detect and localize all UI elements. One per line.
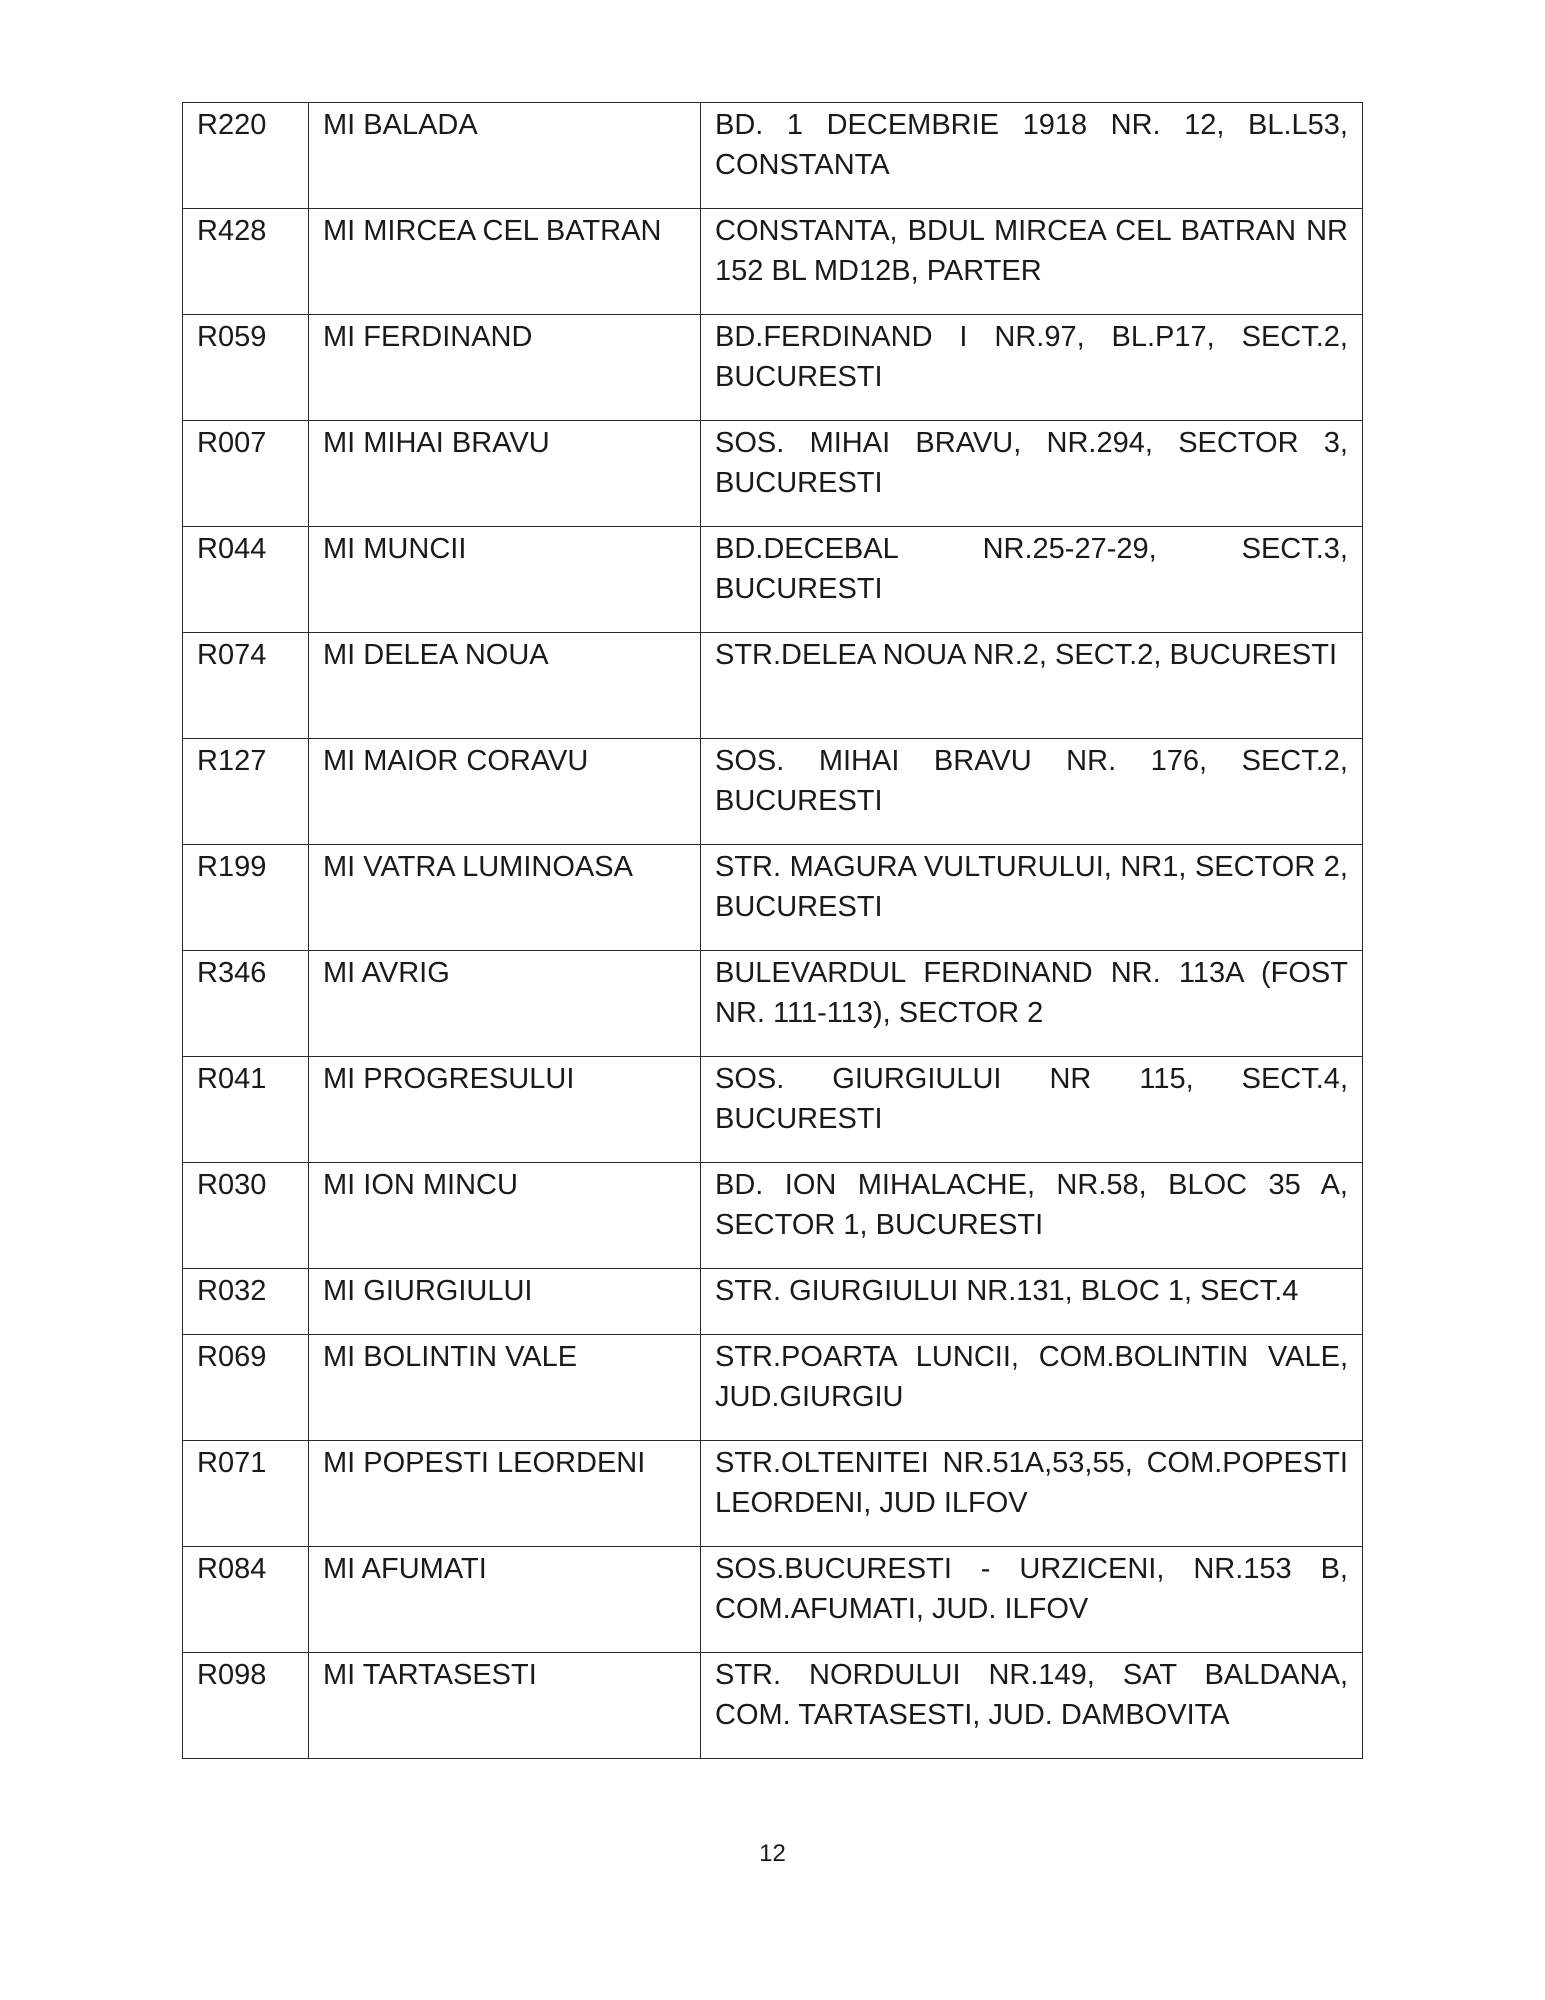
store-name-cell: MI POPESTI LEORDENI: [309, 1441, 701, 1547]
store-name-cell: MI TARTASESTI: [309, 1653, 701, 1759]
store-name-cell: MI VATRA LUMINOASA: [309, 845, 701, 951]
table-row: [183, 1335, 1363, 1441]
table-row: [183, 1057, 1363, 1163]
table-row: [183, 1269, 1363, 1335]
store-address-cell: STR. MAGURA VULTURULUI, NR1, SECTOR 2, BUCURESTI: [701, 845, 1363, 951]
store-name-cell: MI BOLINTIN VALE: [309, 1335, 701, 1441]
store-address-cell: BD. 1 DECEMBRIE 1918 NR. 12, BL.L53, CONSTANTA: [701, 103, 1363, 209]
store-address-cell: BD.DECEBAL NR.25-27-29, SECT.3, BUCURESTI: [701, 527, 1363, 633]
store-code-cell: R220: [183, 103, 309, 209]
table-row: [183, 1163, 1363, 1269]
store-code-cell: R071: [183, 1441, 309, 1547]
store-address-cell: CONSTANTA, BDUL MIRCEA CEL BATRAN NR 152 BL MD12B, PARTER: [701, 209, 1363, 315]
store-address-cell: STR. GIURGIULUI NR.131, BLOC 1, SECT.4: [701, 1269, 1363, 1335]
store-name-cell: MI GIURGIULUI: [309, 1269, 701, 1335]
table-row: [183, 103, 1363, 209]
table-row: [183, 1653, 1363, 1759]
store-name-cell: MI MUNCII: [309, 527, 701, 633]
store-name-cell: MI DELEA NOUA: [309, 633, 701, 739]
table-row: [183, 209, 1363, 315]
store-address-cell: STR. NORDULUI NR.149, SAT BALDANA, COM. TARTASESTI, JUD. DAMBOVITA: [701, 1653, 1363, 1759]
store-address-cell: SOS. MIHAI BRAVU, NR.294, SECTOR 3, BUCURESTI: [701, 421, 1363, 527]
store-code-cell: R007: [183, 421, 309, 527]
table-body: [183, 103, 1363, 1759]
store-address-table: [182, 102, 1363, 1759]
store-code-cell: R346: [183, 951, 309, 1057]
table-row: [183, 845, 1363, 951]
store-address-cell: SOS.BUCURESTI - URZICENI, NR.153 B, COM.AFUMATI, JUD. ILFOV: [701, 1547, 1363, 1653]
store-name-cell: MI PROGRESULUI: [309, 1057, 701, 1163]
store-code-cell: R127: [183, 739, 309, 845]
store-address-cell: SOS. GIURGIULUI NR 115, SECT.4, BUCURESTI: [701, 1057, 1363, 1163]
store-address-cell: BD.FERDINAND I NR.97, BL.P17, SECT.2, BUCURESTI: [701, 315, 1363, 421]
table-row: [183, 951, 1363, 1057]
store-code-cell: R059: [183, 315, 309, 421]
store-code-cell: R041: [183, 1057, 309, 1163]
store-code-cell: R069: [183, 1335, 309, 1441]
store-code-cell: R074: [183, 633, 309, 739]
store-code-cell: R199: [183, 845, 309, 951]
store-code-cell: R098: [183, 1653, 309, 1759]
table-row: [183, 1441, 1363, 1547]
store-name-cell: MI MIRCEA CEL BATRAN: [309, 209, 701, 315]
store-name-cell: MI MAIOR CORAVU: [309, 739, 701, 845]
store-code-cell: R428: [183, 209, 309, 315]
store-code-cell: R044: [183, 527, 309, 633]
table-row: [183, 633, 1363, 739]
table-row: [183, 1547, 1363, 1653]
store-name-cell: MI ION MINCU: [309, 1163, 701, 1269]
table-row: [183, 527, 1363, 633]
table-row: [183, 739, 1363, 845]
store-name-cell: MI BALADA: [309, 103, 701, 209]
store-code-cell: R030: [183, 1163, 309, 1269]
table-row: [183, 315, 1363, 421]
store-code-cell: R084: [183, 1547, 309, 1653]
store-address-cell: BULEVARDUL FERDINAND NR. 113A (FOST NR. 111-113), SECTOR 2: [701, 951, 1363, 1057]
store-address-cell: SOS. MIHAI BRAVU NR. 176, SECT.2, BUCURESTI: [701, 739, 1363, 845]
store-address-cell: STR.OLTENITEI NR.51A,53,55, COM.POPESTI LEORDENI, JUD ILFOV: [701, 1441, 1363, 1547]
store-address-cell: STR.DELEA NOUA NR.2, SECT.2, BUCURESTI: [701, 633, 1363, 739]
store-address-cell: STR.POARTA LUNCII, COM.BOLINTIN VALE, JUD.GIURGIU: [701, 1335, 1363, 1441]
store-name-cell: MI FERDINAND: [309, 315, 701, 421]
store-address-cell: BD. ION MIHALACHE, NR.58, BLOC 35 A, SECTOR 1, BUCURESTI: [701, 1163, 1363, 1269]
store-name-cell: MI AVRIG: [309, 951, 701, 1057]
store-name-cell: MI AFUMATI: [309, 1547, 701, 1653]
store-code-cell: R032: [183, 1269, 309, 1335]
page-number: 12: [759, 1840, 786, 1867]
store-name-cell: MI MIHAI BRAVU: [309, 421, 701, 527]
table-row: [183, 421, 1363, 527]
